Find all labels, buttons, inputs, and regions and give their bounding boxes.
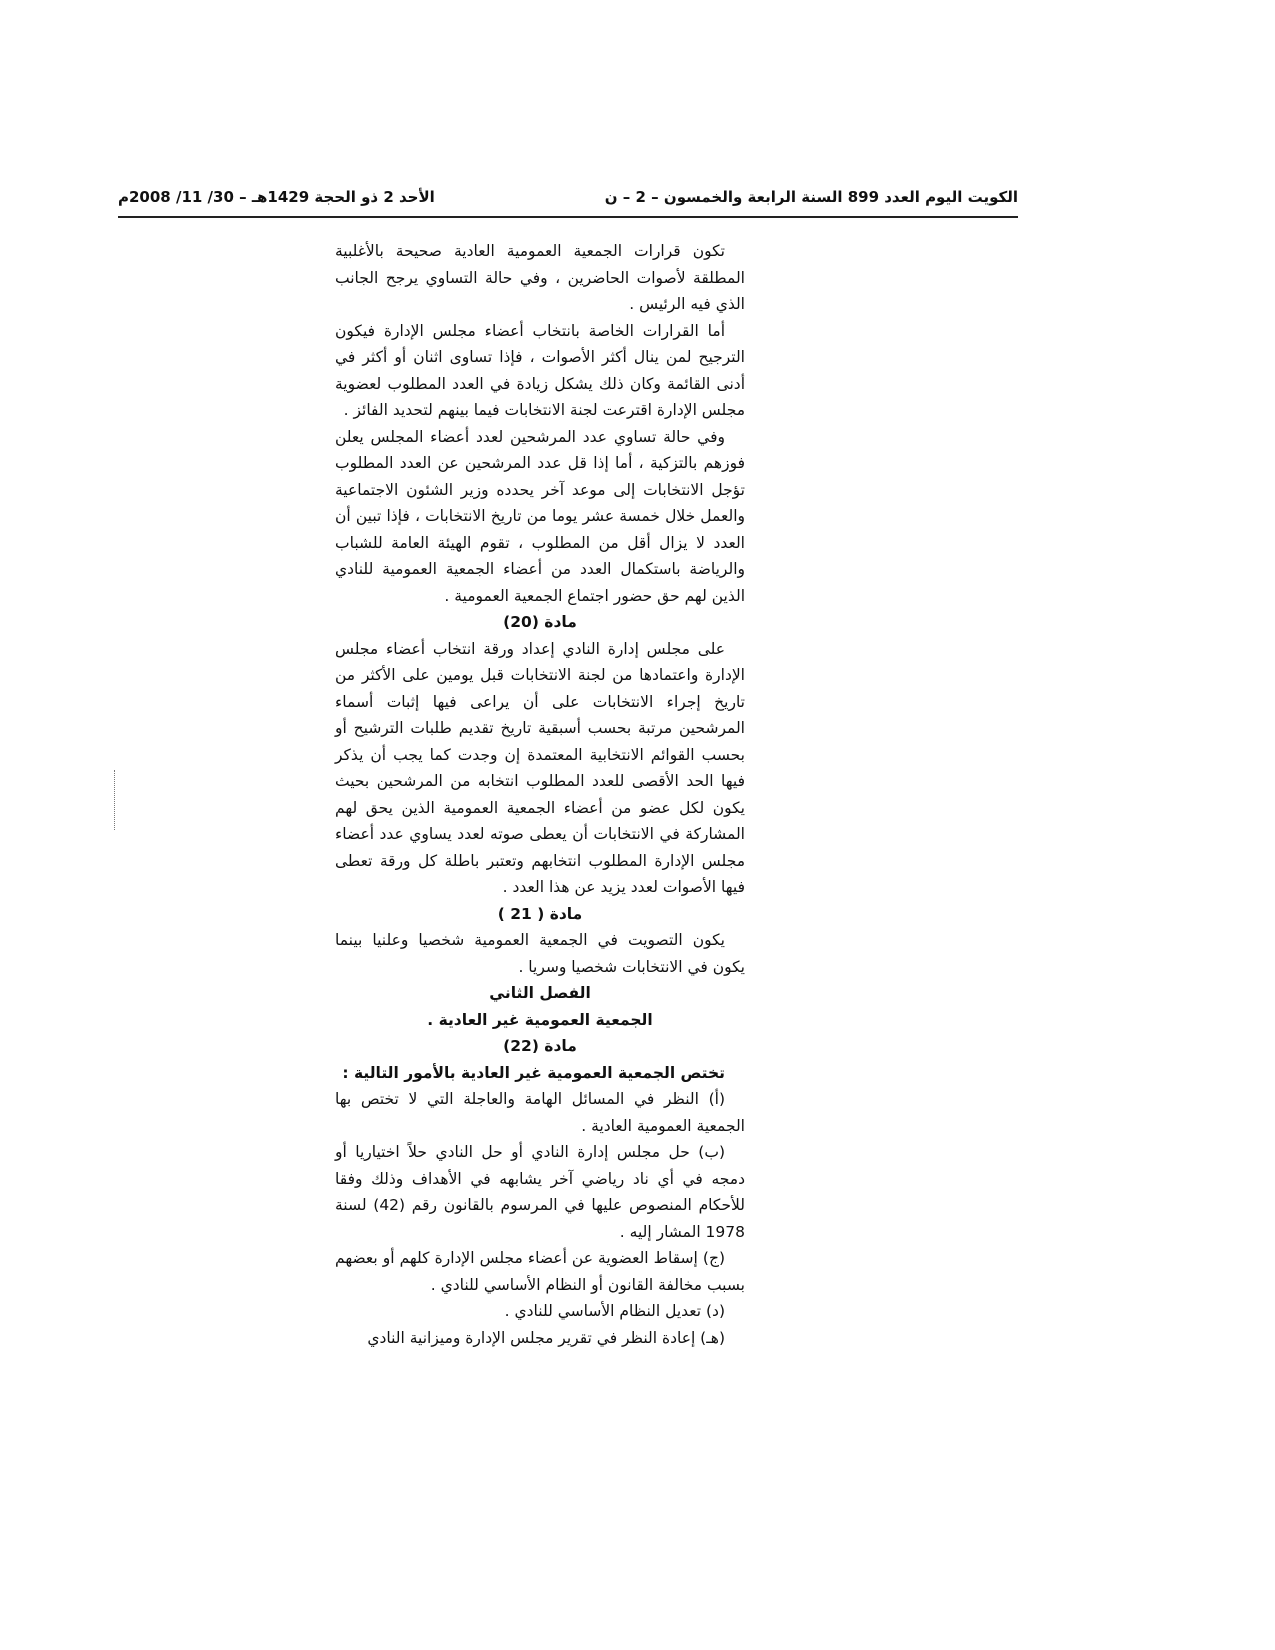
article-21-text: يكون التصويت في الجمعية العمومية شخصيا وعلنيا بينما يكون في الانتخابات شخصيا وسريا . [335, 931, 745, 976]
article-22-title: مادة (22) [503, 1037, 577, 1055]
article-22-intro: تختص الجمعية العمومية غير العادية بالأمور التالية : [342, 1063, 725, 1082]
paragraph-candidates-equal: وفي حالة تساوي عدد المرشحين لعدد أعضاء المجلس يعلن فوزهم بالتزكية ، أما إذا قل عدد المرشحين عن العدد المطلوب تؤجل الانتخابات إلى موعد آخر يحدده وزير الشئون الاجتماعية والعمل خلال خمسة عشر يوما من تاريخ الانتخابات ، فإذا تبين أن العدد لا يزال أقل من المطلوب ، تقوم الهيئة العامة للشباب والرياضة باستكمال العدد من أعضاء الجمعية العمومية للنادي الذين لهم حق حضور اجتماع الجمعية العمومية . [335, 427, 745, 605]
gazette-date: الأحد 2 ذو الحجة 1429هـ – 30/ 11/ 2008م [118, 188, 435, 206]
article-20-text: على مجلس إدارة النادي إعداد ورقة انتخاب أعضاء مجلس الإدارة واعتمادها من لجنة الانتخابات قبل يومين على الأكثر من تاريخ إجراء الانتخابات على أن يراعى فيها إثبات أسماء المرشحين مرتبة بحسب أسبقية تاريخ تقديم طلبات الترشيح أو بحسب القوائم الانتخابية المعتمدة إن وجدت كما يجب أن يذكر فيها الحد الأقصى للعدد المطلوب انتخابه من المرشحين بحيث يكون لكل عضو من أعضاء الجمعية العمومية الذين يحق لهم المشاركة في الانتخابات أن يعطى صوته لعدد يساوي عدد أعضاء مجلس الإدارة المطلوب انتخابهم وتعتبر باطلة كل ورقة تعطى فيها الأصوات لعدد يزيد عن هذا العدد . [335, 639, 745, 896]
article-22-item-b: (ب) حل مجلس إدارة النادي أو حل النادي حلاً اختياريا أو دمجه في أي ناد رياضي آخر يشابهه في الأهداف وذلك وفقا للأحكام المنصوص عليها في المرسوم بالقانون رقم (42) لسنة 1978 المشار إليه . [335, 1143, 746, 1241]
gazette-issue-info: الكويت اليوم العدد 899 السنة الرابعة والخمسون – 2 – ن [604, 188, 1018, 206]
chapter-title: الفصل الثاني [489, 984, 591, 1002]
gazette-header [118, 182, 1018, 222]
paragraph-majority: تكون قرارات الجمعية العمومية العادية صحيحة بالأغلبية المطلقة لأصوات الحاضرين ، وفي حالة التساوي يرجح الجانب الذي فيه الرئيس . [335, 242, 745, 313]
margin-mark [114, 770, 117, 830]
chapter-subtitle: الجمعية العمومية غير العادية . [427, 1010, 653, 1029]
article-21-title: مادة ( 21 ) [497, 904, 583, 923]
article-22-item-c: (ج) إسقاط العضوية عن أعضاء مجلس الإدارة كلهم أو بعضهم بسبب مخالفة القانون أو النظام الأساسي للنادي . [335, 1249, 745, 1294]
article-22-item-e: (هـ) إعادة النظر في تقرير مجلس الإدارة وميزانية النادي [367, 1328, 725, 1347]
article-22-item-d: (د) تعديل النظام الأساسي للنادي . [504, 1302, 725, 1320]
header-rule [118, 216, 1018, 218]
text-column [335, 238, 745, 1351]
article-20-title: مادة (20) [503, 613, 577, 631]
article-22-item-a: (أ) النظر في المسائل الهامة والعاجلة التي لا تختص بها الجمعية العمومية العادية . [335, 1090, 745, 1135]
paragraph-board-election: أما القرارات الخاصة بانتخاب أعضاء مجلس الإدارة فيكون الترجيح لمن ينال أكثر الأصوات ، فإذا تساوى اثنان أو أكثر في أدنى القائمة وكان ذلك يشكل زيادة في العدد المطلوب لعضوية مجلس الإدارة اقترعت لجنة الانتخابات فيما بينهم لتحديد الفائز . [335, 321, 745, 419]
